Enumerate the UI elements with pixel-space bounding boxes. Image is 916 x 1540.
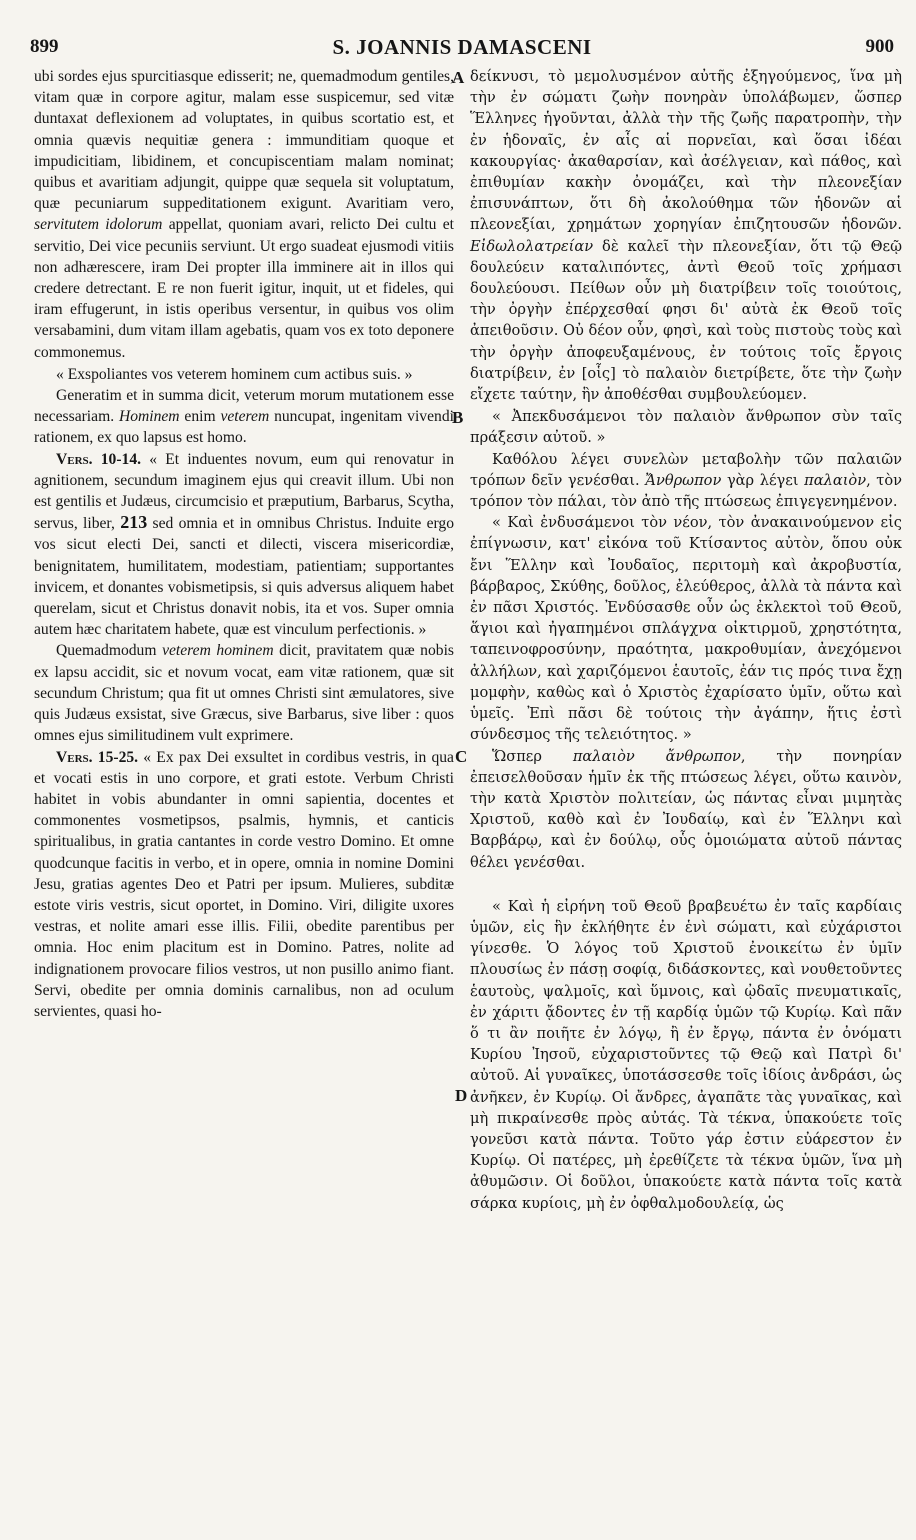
- margin-marker-b: B: [452, 408, 464, 427]
- margin-marker-a: A: [452, 68, 465, 87]
- latin-text: sed omnia et in omnibus Christus. Induite ergo vos sicut electi Dei, sancti et dilecti, viscera misericordiæ, benignitatem, humilitatem, modestiam, patientiam; supportantes invicem, et donantes vobismetipsis, si quis adversus aliquem habet querelam, sicut et Christus donavit nobis, ita et vos. Super omnia autem hæc charitatem habete, quæ est vinculum perfectionis. »: [34, 515, 455, 639]
- greek-text: Καθόλου λέγει συνελὼν μεταβολὴν τῶν παλαιῶν τρόπων δεῖν γενέσθαι.: [470, 450, 902, 489]
- latin-quote-1: « Exspoliantes vos veterem hominem cum actibus suis. »: [56, 365, 413, 383]
- latin-text: Quemadmodum: [56, 642, 157, 660]
- left-page-number: 899: [30, 36, 59, 57]
- greek-verse-10-14: « Καὶ ἐνδυσάμενοι τὸν νέον, τὸν ἀνακαινούμενον εἰς ἐπίγνωσιν, κατ' εἰκόνα τοῦ Κτίσαντος αὐτὸν, ὅπου οὐκ ἔνι Ἕλλην καὶ Ἰουδαῖος, περιτομὴ καὶ ἀκροβυστία, βάρβαρος, Σκύθης, δοῦλος, ἐλεύθερος, ἀλλὰ τὰ πάντα καὶ ἐν πᾶσι Χριστός. Ἐνδύσασθε οὖν ὡς ἐκλεκτοὶ τοῦ Θεοῦ, ἅγιοι καὶ ἠγαπημένοι σπλάγχνα οἰκτιρμοῦ, χρηστότητα, ταπεινοφροσύνην, πραότητα, μακροθυμίαν, ἀνεχόμενοι ἀλλήλων, καὶ χαριζόμενοι ἑαυτοῖς, ἐάν τις πρός τινα ἔχῃ μομφὴν, καθὼς καὶ ὁ Χριστὸς ἐχαρίσατο ὑμῖν, οὕτω καὶ ὑμεῖς. Ἐπὶ πᾶσι δὲ τούτοις τὴν ἀγάπην, ἥτις ἐστὶ σύνδεσμος τῆς τελειότητος. »: [470, 514, 902, 744]
- latin-verse-10-14: [34, 449, 454, 641]
- latin-italic: Hominem: [118, 408, 180, 426]
- latin-text: Generatim et in summa dicit, veterum morum mutationem esse necessariam.: [34, 387, 454, 426]
- latin-paragraph-2: [34, 385, 454, 449]
- page-header: [30, 30, 894, 64]
- latin-italic: servitutem idolorum: [34, 216, 163, 234]
- greek-italic: παλαιὸν: [804, 471, 867, 489]
- greek-paragraph-3: [470, 746, 902, 873]
- greek-quote-1: « Ἀπεκδυσάμενοι τὸν παλαιὸν ἄνθρωπον σὺν ταῖς πράξεσιν αὐτοῦ. »: [470, 408, 902, 447]
- greek-text: , τὸν τρόπον τὸν πάλαι, τὸν ἀπὸ τῆς πτώσεως ἐπιγεγενημένον.: [470, 471, 903, 511]
- greek-paragraph-1: [470, 66, 902, 405]
- margin-marker-d: D: [455, 1086, 468, 1105]
- latin-text: « Et induentes novum, eum qui renovatur in agnitionem, secundum imaginem ejus qui creavit illum. Ubi non est gentilis et Judæus, circumcisio et præputium, Barbarus, Scytha, servus, liber,: [34, 450, 454, 533]
- verse-label: Vers. 15-25.: [56, 748, 139, 766]
- latin-text: ubi sordes ejus spurcitiasque edisserit; ne, quemadmodum gentiles, vitam quæ in corpore agitur, malam esse suspicemur, sed vitæ duntaxat deflexionem ad voluptates, in quibus scortatio est, et omnia quævis nequitiæ genera : immunditiam quoque et impudicitiam, libidinem, et concupiscentiam malam nominat; quibus et avaritiam adjungit, quippe quæ sequela sit voluptatum, quæ pecuniarum suppeditationem exigunt. Avaritiam vero,: [34, 68, 454, 213]
- latin-paragraph-1: [34, 66, 454, 363]
- latin-italic: veterem: [220, 408, 270, 426]
- greek-text: δὲ καλεῖ τὴν πλεονεξίαν, ὅτι τῷ Θεῷ δουλεύειν καταλιπόντες, ἀντὶ Θεοῦ τοῖς χρήμασι δουλεύουσι. Πείθων οὖν μὴ διατρίβειν τοῖς τοιούτοις, τὴν ὀργὴν ἐπέρχεσθαί φησι δι' αὐτὰ ἐκ Θεοῦ τοῖς ἀπειθοῦσιν. Οὐ δέον οὖν, φησὶ, καὶ τοὺς πιστοὺς τοὺς καὶ τὴν ὀργὴν ἀποφευξαμένους, ἐν τούτοις τοῖς ἔργοις διατρίβειν, ἐν [οἷς] τὸ παλαιὸν διετρίβετε, ὅτε τὴν ζωὴν εἴχετε ταύτην, ἣν ἀποθέσθαι συμβουλεύομεν.: [470, 237, 903, 404]
- greek-italic: παλαιὸν ἄνθρωπον: [572, 747, 741, 765]
- latin-text: enim: [184, 408, 216, 426]
- latin-paragraph-3: [34, 640, 454, 746]
- column-number: 213: [120, 512, 148, 533]
- greek-text: δείκνυσι, τὸ μεμολυσμένον αὐτῆς ἐξηγούμενος, ἵνα μὴ τὴν ἐν σώματι ζωὴν πονηρὰν ὑπολάβωμεν, ὥσπερ Ἕλληνες ἡγοῦνται, ἀλλὰ τὴν τῆς ζωῆς παρατροπὴν, τὴν ἐν ἡδοναῖς, ἐν αἷς αἱ πορνεῖαι, καὶ ὅσαι ἰδέαι κακουργίας· ἀκαθαρσίαν, καὶ ἀσέλγειαν, καὶ πάθος, καὶ ἐπιθυμίαν κακὴν ὀνομάζει, καὶ τὴν πλεονεξίαν ἐπισυνάπτων, ὅτι δὴ ἀκολούθημα τῶν ἡδονῶν αἱ πλεονεξίαι, χρημάτων χορηγίαν ἐπιζητουσῶν ἡδονῶν.: [470, 68, 902, 234]
- latin-italic: veterem hominem: [162, 642, 274, 660]
- latin-text: dicit, pravitatem quæ nobis ex lapsu accidit, sic et novum vocat, eam vitæ rationem, quæ sit secundum Christum; qua fit ut omnes Christi sint æmulatores, sive quis Judæus exsistat, sive Græcus, sive Barbarus, sive liber : quos omnes ejus similitudinem vult exprimere.: [34, 642, 454, 745]
- greek-text: , τὴν πονηρίαν ἐπεισελθοῦσαν ἡμῖν ἐκ τῆς πτώσεως λέγει, οὕτω καινὸν, τὴν κατὰ Χριστὸν πολιτείαν, ὡς πάντας εἶναι μιμητὰς Χριστοῦ, καθὸ καὶ ἐν Ἰουδαίῳ, καὶ ἐν Ἕλληνι καὶ Βαρβάρῳ, καὶ ἐν δούλῳ, οὗς ὁμοιώματα αὐτοῦ πάντας θέλει γενέσθαι.: [470, 747, 903, 871]
- greek-italic: Ἄνθρωπον: [645, 471, 722, 489]
- latin-verse-15-25: [34, 747, 454, 1023]
- latin-text: « Ex pax Dei exsultet in cordibus vestris, in qua et vocati estis in uno corpore, et grati estote. Verbum Christi habitet in vobis abundanter in omni sapientia, docentes et commonentes vosmetipsos, psalmis, hymnis, et canticis spiritualibus, in gratia cantantes in corde vestro Domino. Et omne quodcunque facitis in verbo, et in opere, omnia in nomine Domini Jesu, gratias agentes Deo et Patri per ipsum. Mulieres, subditæ estote viris vestris, sicut oportet, in Domino. Viri, diligite uxores vestras, et nolite amari esse illis. Filii, obedite parentibus per omnia. Hoc enim placitum est in Domino. Patres, nolite ad indignationem provocare filios vestros, ut non pusillo animo fiant. Servi, obedite per omnia dominis carnalibus, non ad oculum servientes, quasi ho-: [34, 748, 454, 1020]
- greek-text: γὰρ λέγει: [726, 471, 799, 489]
- greek-text: Ὥσπερ: [492, 747, 542, 765]
- margin-marker-c: C: [455, 747, 468, 766]
- running-title: S. JOANNIS DAMASCENI: [332, 34, 592, 59]
- verse-label: Vers. 10-14.: [56, 450, 142, 468]
- latin-column: [34, 66, 454, 1022]
- latin-text: nuncupat, ingenitam vivendi rationem, ex quo lapsus est homo.: [34, 408, 454, 447]
- greek-paragraph-2: [470, 449, 902, 513]
- greek-italic: Εἰδωλολατρείαν: [470, 237, 594, 255]
- greek-column: [470, 66, 902, 1214]
- greek-verse-15-25: « Καὶ ἡ εἰρήνη τοῦ Θεοῦ βραβευέτω ἐν ταῖς καρδίαις ὑμῶν, εἰς ἣν ἐκλήθητε ἐν ἑνὶ σώματι, καὶ εὐχάριστοι γίνεσθε. Ὁ λόγος τοῦ Χριστοῦ ἐνοικείτω ἐν ὑμῖν πλουσίως ἐν πάσῃ σοφίᾳ, διδάσκοντες, καὶ νουθετοῦντες ἑαυτοὺς, ψαλμοῖς, καὶ ὕμνοις, καὶ ᾠδαῖς πνευματικαῖς, ἐν χάριτι ᾄδοντες ἐν τῇ καρδίᾳ ὑμῶν τῷ Κυρίῳ. Καὶ πᾶν ὅ τι ἂν ποιῆτε ἐν λόγῳ, ἢ ἐν ἔργῳ, πάντα ἐν ὀνόματι Κυρίου Ἰησοῦ, εὐχαριστοῦντες τῷ Θεῷ καὶ Πατρὶ δι' αὐτοῦ. Αἱ γυναῖκες, ὑποτάσσεσθε τοῖς ἰδίοις ἀνδράσι, ὡς ἀνῆκεν, ἐν Κυρίῳ. Οἱ ἄνδρες, ἀγαπᾶτε τὰς γυναῖκας, καὶ μὴ πικραίνεσθε πρὸς αὐτάς. Τὰ τέκνα, ὑπακούετε τοῖς γονεῦσι κατὰ πάντα. Τοῦτο γάρ ἐστιν εὐάρεστον ἐν Κυρίῳ. Οἱ πατέρες, μὴ ἐρεθίζετε τὰ τέκνα ὑμῶν, ἵνα μὴ ἀθυμῶσιν. Οἱ δοῦλοι, ὑπακούετε κατὰ πάντα τοῖς κατὰ σάρκα κυρίοις, μὴ ἐν ὀφθαλμοδουλείᾳ, ὡς: [470, 897, 902, 1212]
- right-page-number: 900: [865, 36, 894, 57]
- latin-text: appellat, quoniam avari, relicto Dei cultu et servitio, Dei vice pecuniis serviunt. Ut ergo suadeat ejusmodi vitiis non adhærescere, iram Dei propter illa imminere ait in illos qui credere detrectant. E re non fuerit igitur, inquit, ut et fideles, qui iram effugerunt, in istis operibus versentur, in quibus vos olim versabamini, dum vitam illam agebatis, quam vos ex toto deponere commonemus.: [34, 216, 454, 361]
